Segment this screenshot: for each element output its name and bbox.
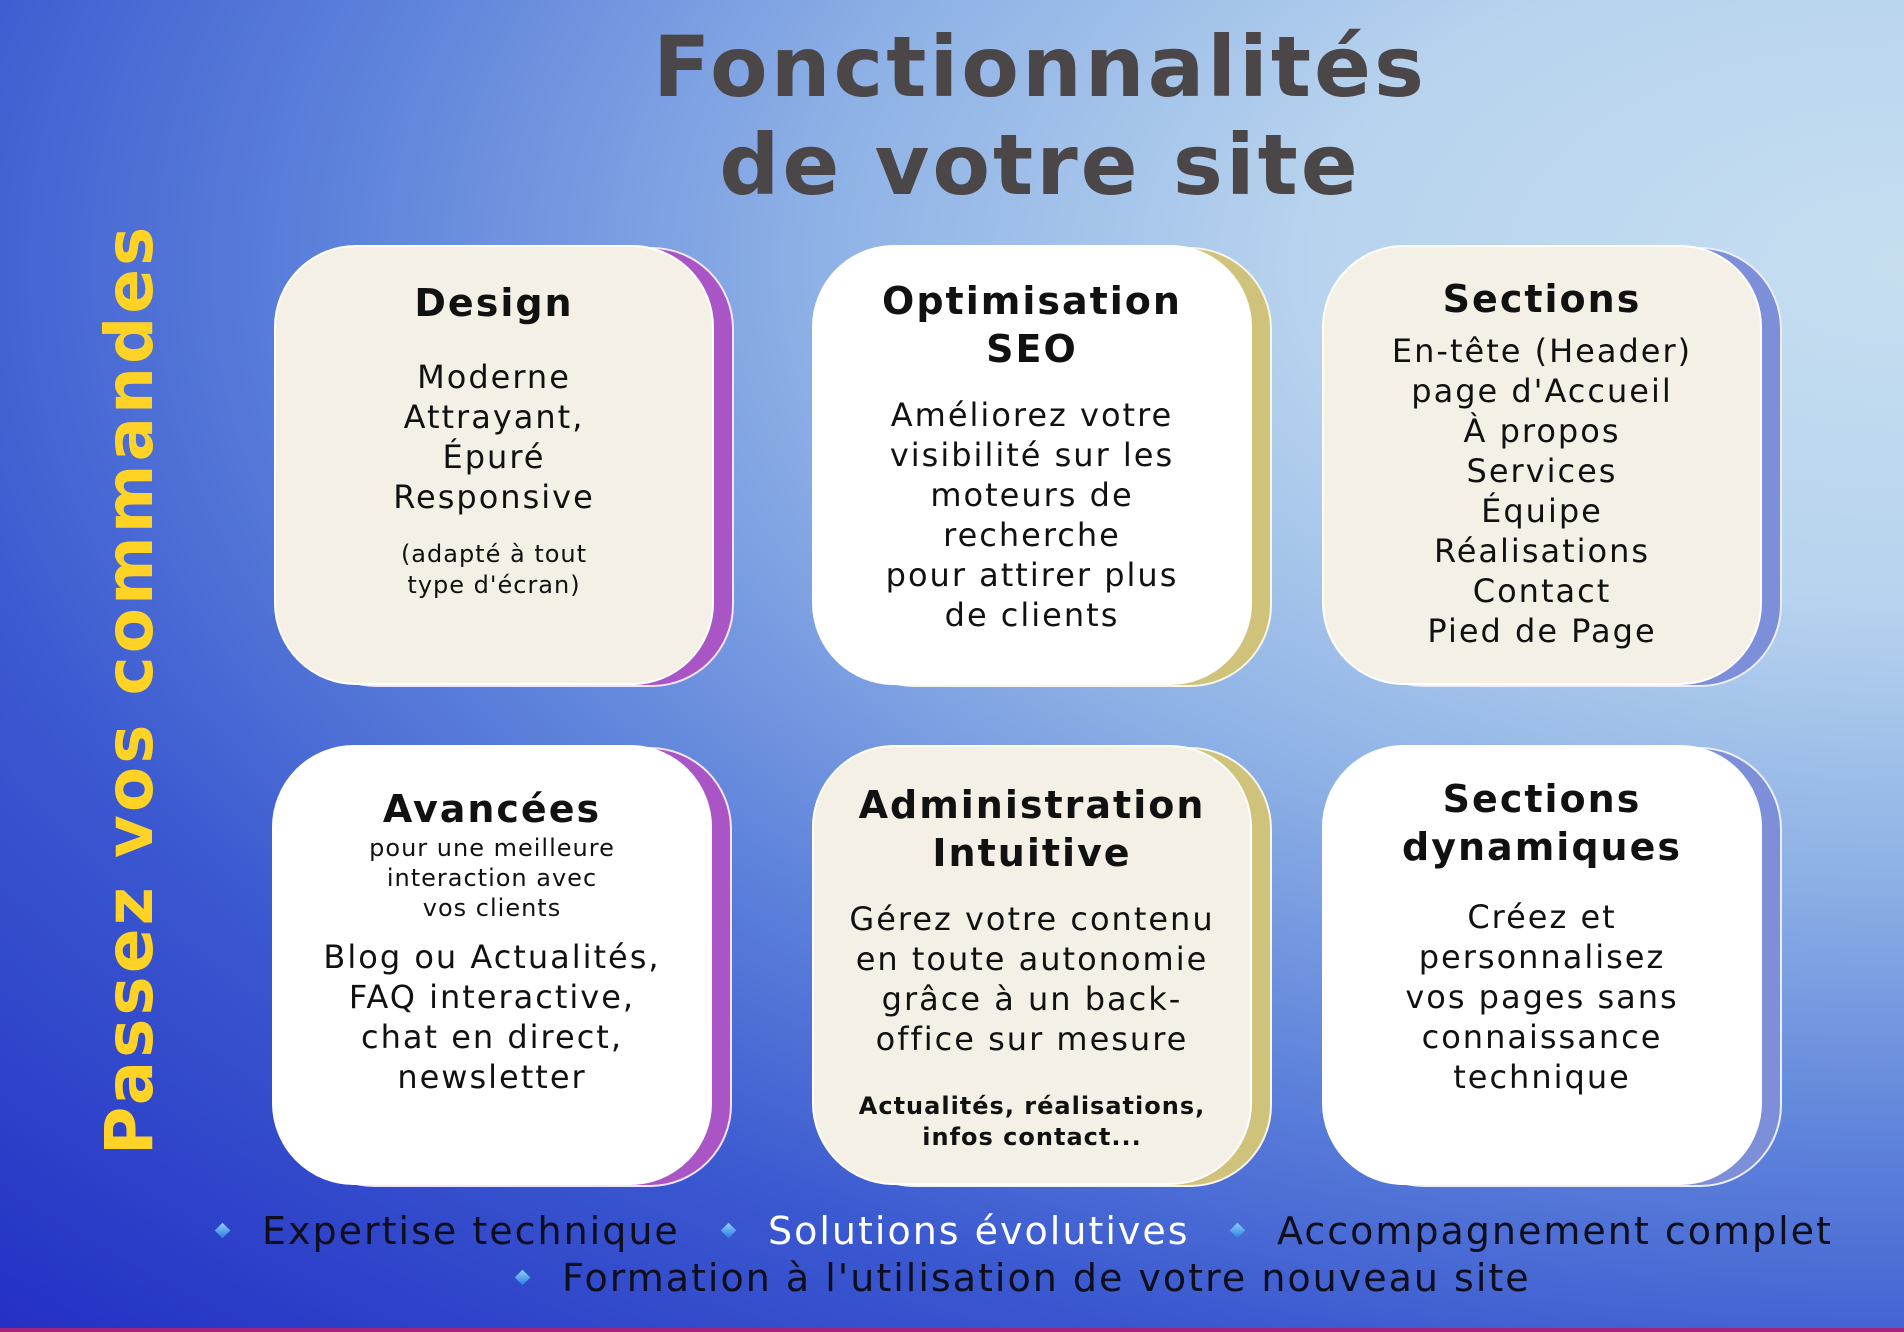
side-banner-text: Passez vos commandes bbox=[91, 223, 168, 1155]
card-title-line: SEO bbox=[986, 327, 1078, 371]
card-panel bbox=[272, 745, 712, 1185]
footer-item-formation: Formation à l'utilisation de votre nouveau site bbox=[562, 1256, 1531, 1300]
card-body-line: Pied de Page bbox=[1427, 612, 1657, 650]
card-title-line: dynamiques bbox=[1402, 825, 1682, 869]
card-body-line: À propos bbox=[1463, 412, 1621, 450]
diamond-bullet-icon bbox=[515, 1270, 531, 1286]
card-body-line: page d'Accueil bbox=[1411, 372, 1673, 410]
card-body-line: Blog ou Actualités, bbox=[323, 938, 661, 976]
card-body-line: visibilité sur les bbox=[889, 436, 1175, 474]
card-subtitle-line: pour une meilleure bbox=[369, 834, 615, 862]
card-body bbox=[1348, 897, 1736, 1097]
card-body-line: personnalisez bbox=[1418, 938, 1666, 976]
page-title-line2: de votre site bbox=[719, 116, 1361, 214]
card-body-line: chat en direct, bbox=[361, 1018, 623, 1056]
card-title: Sections bbox=[1442, 277, 1642, 321]
card-body-line: Équipe bbox=[1481, 492, 1603, 530]
card-body-line: FAQ interactive, bbox=[348, 978, 636, 1016]
footer-item-expertise: Expertise technique bbox=[262, 1209, 680, 1253]
card-body bbox=[838, 899, 1226, 1059]
card-body-line: En-tête (Header) bbox=[1391, 332, 1693, 370]
card-body-line: Services bbox=[1466, 452, 1618, 490]
card-body-line: connaissance bbox=[1421, 1018, 1663, 1056]
card-body-line: Contact bbox=[1472, 572, 1612, 610]
card-body-line: Créez et bbox=[1467, 898, 1617, 936]
card-subtitle bbox=[298, 833, 686, 923]
diamond-bullet-icon bbox=[1230, 1223, 1246, 1239]
card-body-line: de clients bbox=[944, 596, 1120, 634]
card-sections bbox=[1322, 245, 1782, 687]
card-panel bbox=[274, 245, 714, 685]
card-body-line: technique bbox=[1453, 1058, 1631, 1096]
card-note-line: infos contact... bbox=[922, 1123, 1142, 1151]
card-body-line: office sur mesure bbox=[875, 1020, 1189, 1058]
card-title-line: Intuitive bbox=[932, 831, 1132, 875]
card-title bbox=[838, 781, 1226, 877]
card-body-line: recherche bbox=[943, 516, 1121, 554]
diamond-bullet-icon bbox=[721, 1223, 737, 1239]
card-body-line: Épuré bbox=[442, 438, 546, 476]
card-design bbox=[274, 245, 734, 687]
card-administration bbox=[812, 745, 1272, 1187]
card-note-line: type d'écran) bbox=[407, 571, 581, 599]
card-body-line: newsletter bbox=[397, 1058, 587, 1096]
card-body-line: Moderne bbox=[417, 358, 571, 396]
card-seo bbox=[812, 245, 1272, 687]
page-title bbox=[560, 18, 1520, 214]
card-body bbox=[300, 357, 688, 517]
footer-item-solutions: Solutions évolutives bbox=[768, 1209, 1190, 1253]
card-body-line: vos pages sans bbox=[1405, 978, 1679, 1016]
card-title bbox=[838, 277, 1226, 373]
card-body bbox=[838, 395, 1226, 635]
card-note bbox=[838, 1091, 1226, 1153]
card-title: Design bbox=[414, 281, 574, 325]
card-panel bbox=[812, 245, 1252, 685]
card-avancees bbox=[272, 745, 732, 1187]
card-body-line: moteurs de bbox=[930, 476, 1134, 514]
card-body-line: Attrayant, bbox=[403, 398, 585, 436]
card-body-line: Améliorez votre bbox=[890, 396, 1174, 434]
card-title-line: Optimisation bbox=[882, 279, 1182, 323]
card-title bbox=[1348, 775, 1736, 871]
page-title-line1: Fonctionnalités bbox=[653, 18, 1427, 116]
diamond-bullet-icon bbox=[215, 1223, 231, 1239]
card-panel bbox=[1322, 745, 1762, 1185]
card-body bbox=[298, 937, 686, 1097]
card-title-line: Administration bbox=[858, 783, 1206, 827]
card-panel bbox=[1322, 245, 1762, 685]
card-panel bbox=[812, 745, 1252, 1185]
card-note-line: Actualités, réalisations, bbox=[858, 1092, 1206, 1120]
card-note-line: (adapté à tout bbox=[400, 540, 588, 568]
card-title-line: Sections bbox=[1442, 777, 1642, 821]
card-body-line: Responsive bbox=[393, 478, 595, 516]
card-body-line: Réalisations bbox=[1433, 532, 1651, 570]
card-note bbox=[300, 539, 688, 601]
card-subtitle-line: vos clients bbox=[422, 894, 562, 922]
card-title: Avancées bbox=[382, 787, 602, 831]
card-body bbox=[1348, 331, 1736, 651]
card-subtitle-line: interaction avec bbox=[386, 864, 598, 892]
bottom-divider bbox=[0, 1328, 1904, 1332]
card-body-line: Gérez votre contenu bbox=[849, 900, 1215, 938]
card-sections-dynamiques bbox=[1322, 745, 1782, 1187]
card-body-line: en toute autonomie bbox=[855, 940, 1209, 978]
footer-item-accompagnement: Accompagnement complet bbox=[1277, 1209, 1833, 1253]
card-body-line: grâce à un back- bbox=[881, 980, 1183, 1018]
card-body-line: pour attirer plus bbox=[885, 556, 1179, 594]
